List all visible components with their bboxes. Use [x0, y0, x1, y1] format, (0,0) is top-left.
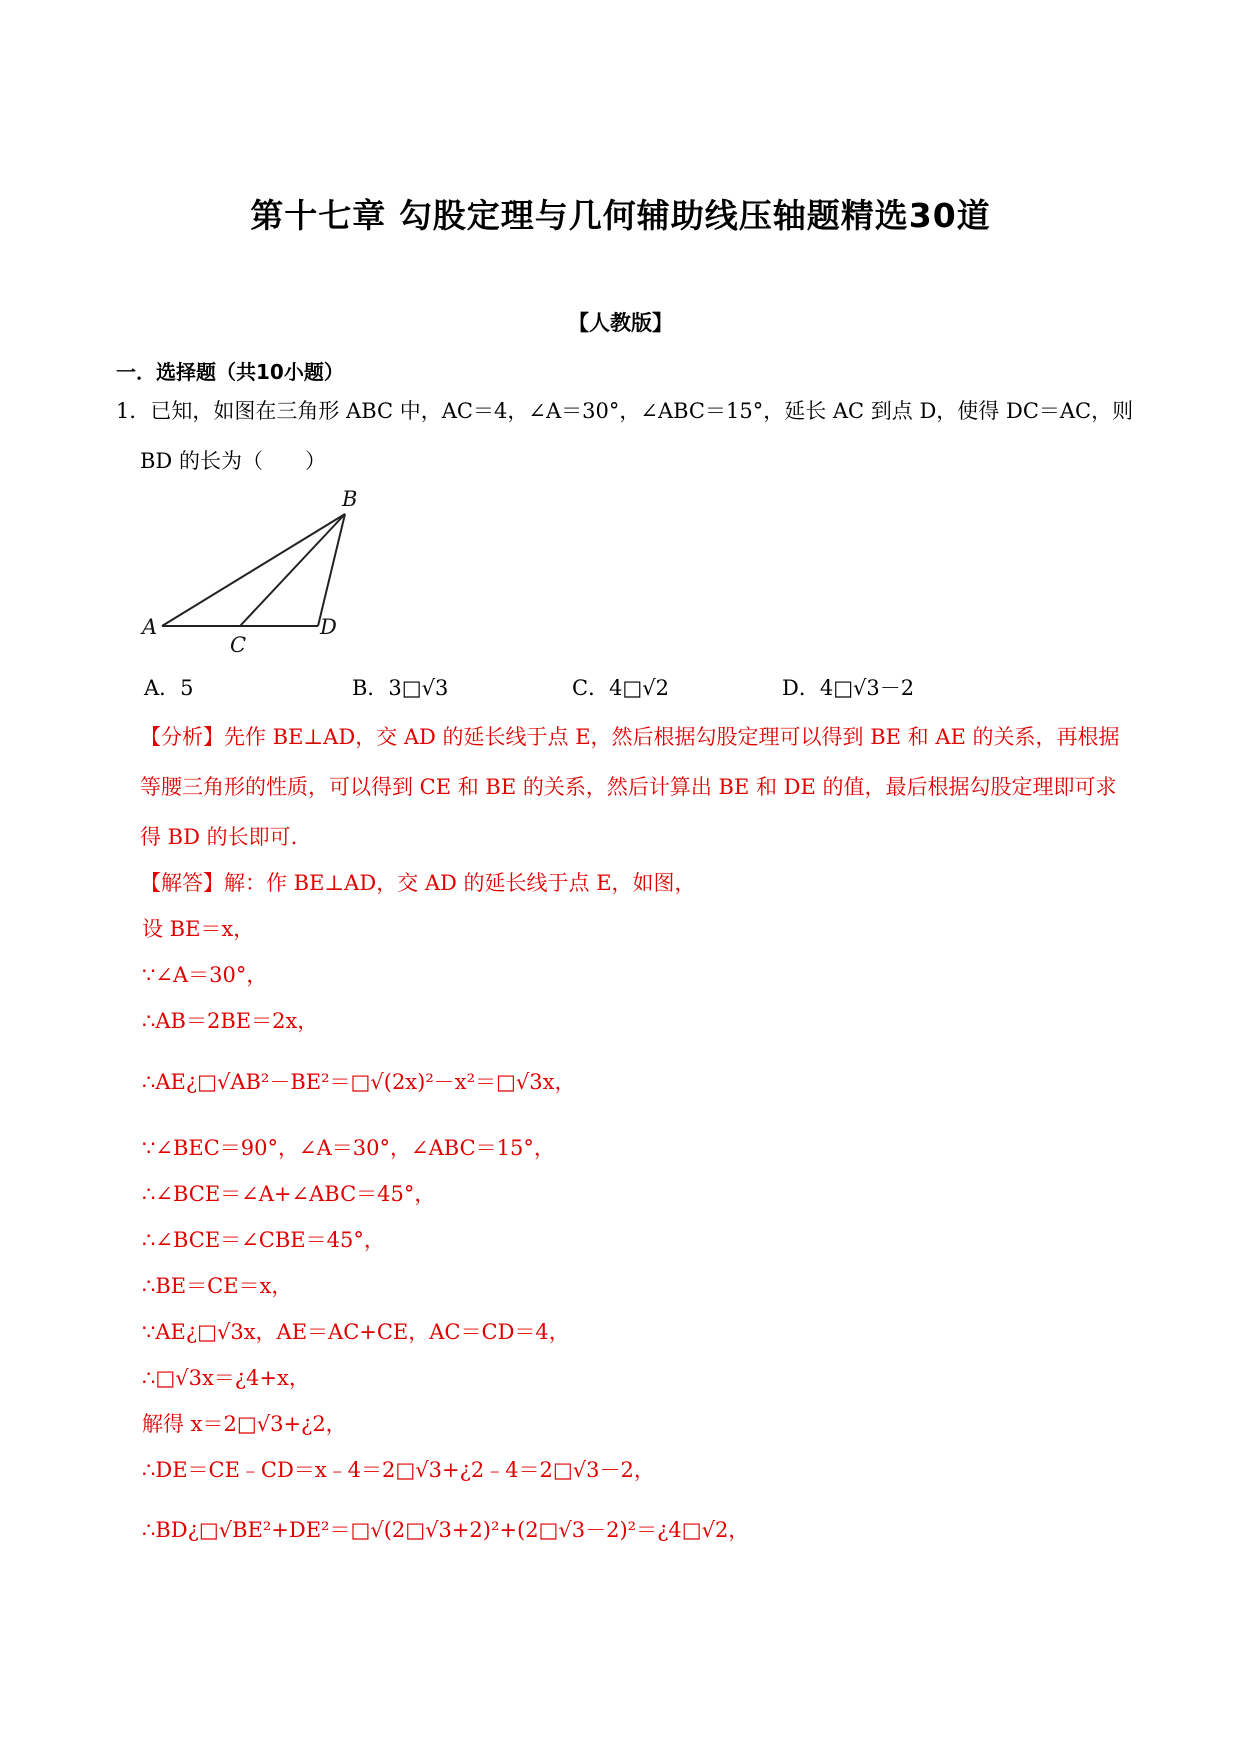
chapter-title: 第十七章 勾股定理与几何辅助线压轴题精选30道 — [250, 196, 991, 235]
analysis-line-3: 得 BD 的长即可. — [140, 825, 298, 849]
option-b: B．3□√3 — [352, 676, 449, 700]
question-line-2: BD 的长为（ ） — [140, 449, 326, 473]
label-b: B — [342, 487, 358, 511]
label-a: A — [142, 615, 158, 639]
solution-line-10: ∵AE¿□√3x，AE＝AC+CE，AC＝CD＝4， — [142, 1320, 570, 1344]
label-c: C — [230, 633, 247, 654]
section-heading: 一．选择题（共10小题） — [116, 360, 344, 384]
option-d: D．4□√3－2 — [782, 676, 915, 700]
option-c: C．4□√2 — [572, 676, 670, 700]
label-d: D — [320, 615, 337, 639]
solution-line-12: 解得 x＝2□√3+¿2， — [142, 1412, 347, 1436]
solution-line-13: ∴DE＝CE﹣CD＝x﹣4＝2□√3+¿2﹣4＝2□√3－2， — [142, 1458, 655, 1482]
solution-line-4: ∴AB＝2BE＝2x， — [142, 1009, 319, 1033]
analysis-line-1: 【分析】先作 BE⊥AD，交 AD 的延长线于点 E，然后根据勾股定理可以得到 BE 和 AE 的关系，再根据 — [140, 725, 1120, 749]
solution-line-5: ∴AE¿□√AB²－BE²＝□√(2x)²－x²＝□√3x， — [142, 1070, 576, 1094]
solution-line-11: ∴□√3x＝¿4+x， — [142, 1366, 310, 1390]
option-a: A．5 — [144, 676, 194, 700]
solution-line-8: ∴∠BCE＝∠CBE＝45°， — [142, 1228, 385, 1252]
edition-label: 【人教版】 — [568, 311, 673, 335]
solution-line-1: 【解答】解：作 BE⊥AD，交 AD 的延长线于点 E，如图， — [140, 871, 696, 895]
solution-line-14: ∴BD¿□√BE²+DE²＝□√(2□√3+2)²+(2□√3－2)²＝¿4□√2， — [142, 1518, 750, 1542]
solution-line-2: 设 BE＝x， — [142, 917, 255, 941]
solution-line-7: ∴∠BCE＝∠A+∠ABC＝45°， — [142, 1182, 436, 1206]
triangle-figure — [130, 484, 370, 654]
solution-line-9: ∴BE＝CE＝x， — [142, 1274, 293, 1298]
solution-line-6: ∵∠BEC＝90°，∠A＝30°，∠ABC＝15°， — [142, 1136, 555, 1160]
analysis-line-2: 等腰三角形的性质，可以得到 CE 和 BE 的关系，然后计算出 BE 和 DE 的值，最后根据勾股定理即可求 — [140, 775, 1117, 799]
question-line-1: 1．已知，如图在三角形 ABC 中，AC＝4，∠A＝30°，∠ABC＝15°，延长 AC 到点 D，使得 DC＝AC，则 — [116, 399, 1134, 423]
solution-line-3: ∵∠A＝30°， — [142, 963, 268, 987]
